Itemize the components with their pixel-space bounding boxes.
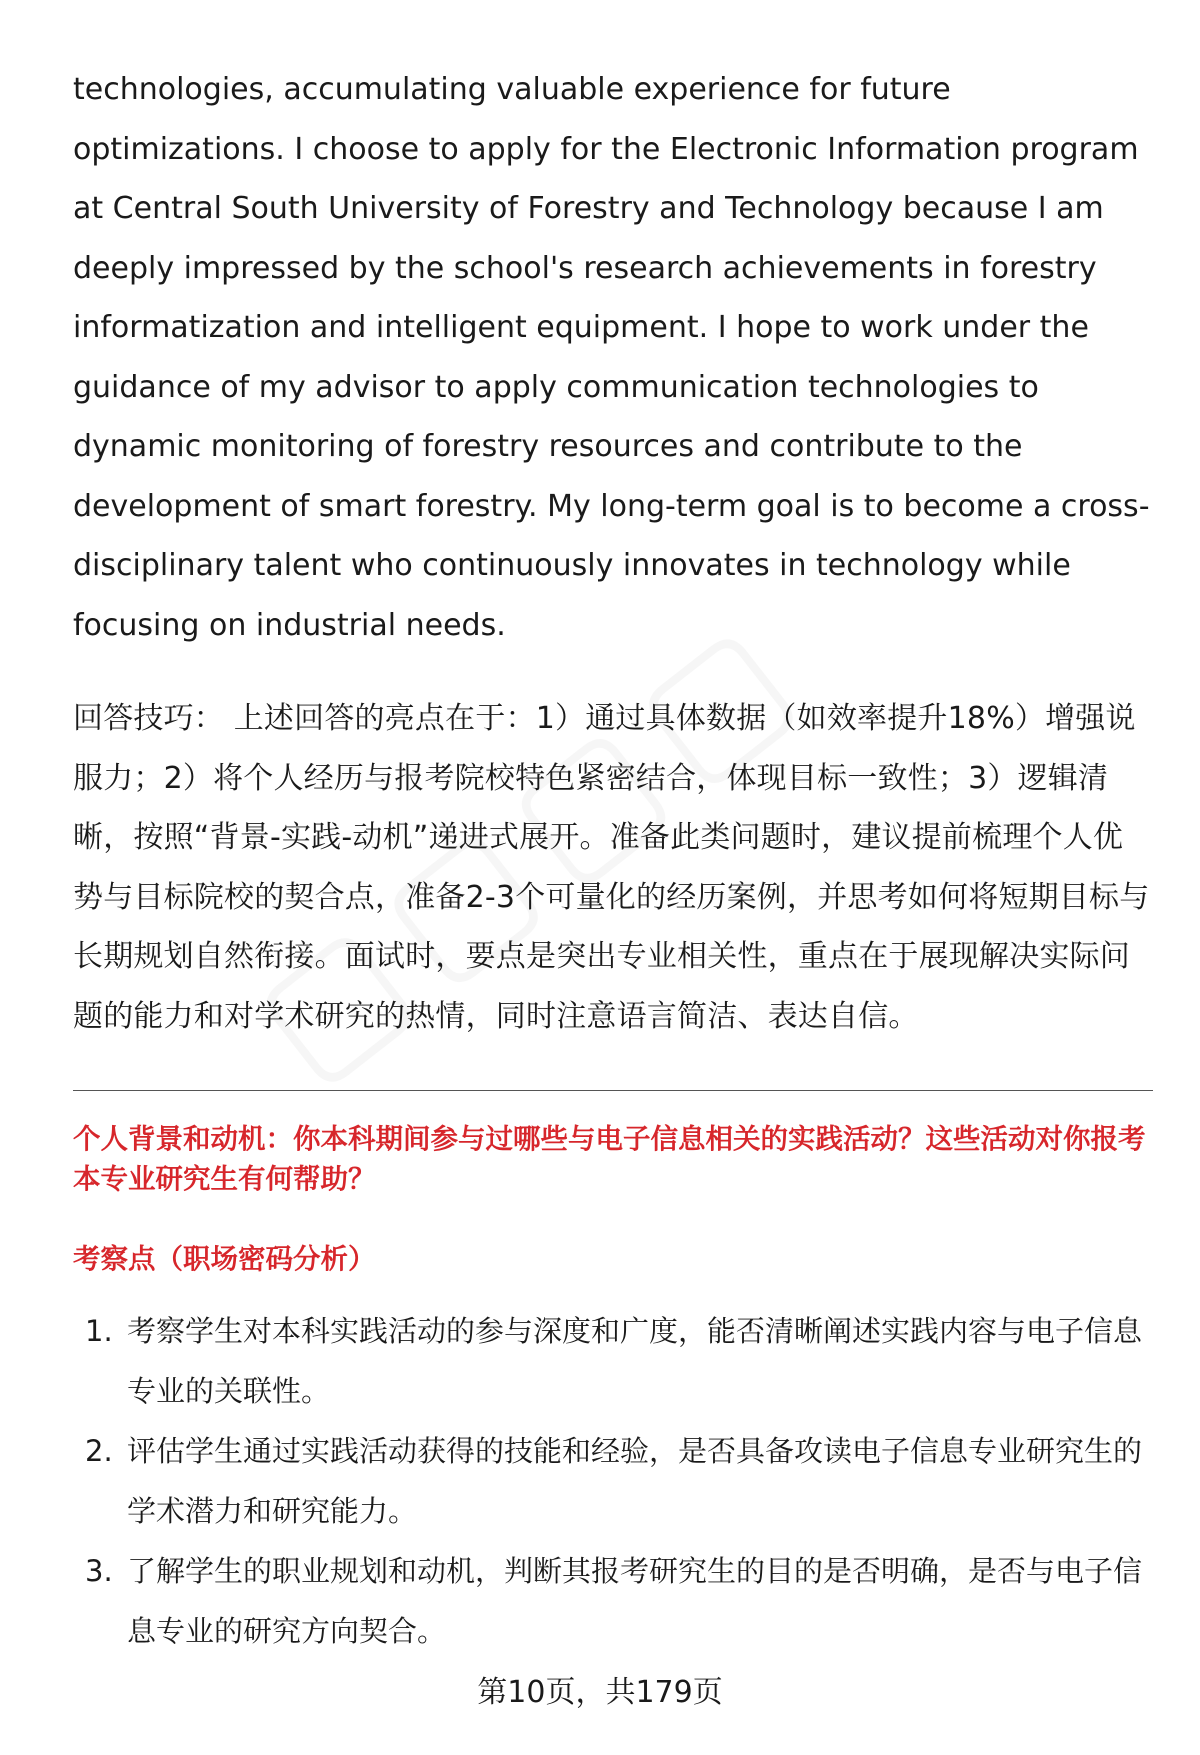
section-divider [73,1090,1153,1091]
english-answer-paragraph: technologies, accumulating valuable experience for future optimizations. I choose to apply for the Electronic Information program at Central South University of Forestry and Technology because I am deeply impressed by the school's research achievements in forestry informatization and intelligent equipment. I hope to work under the guidance of my advisor to apply communication technologies to dynamic monitoring of forestry resources and contribute to the development of smart forestry. My long-term goal is to become a cross-disciplinary talent who continuously innovates in technology while focusing on industrial needs. [73,72,1150,643]
page-number-footer: 第10页，共179页 [477,1675,723,1710]
assessment-points-heading: 考察点（职场密码分析） [73,1243,376,1275]
assessment-points-list [73,1301,1153,1661]
document-page [73,60,1153,1661]
question-heading: 个人背景和动机：你本科期间参与过哪些与电子信息相关的实践活动？这些活动对你报考本专业研究生有何帮助？ [73,1123,1146,1195]
list-item [73,1301,1153,1421]
list-item-text: 了解学生的职业规划和动机，判断其报考研究生的目的是否明确，是否与电子信息专业的研究方向契合。 [127,1554,1143,1648]
list-item [73,1421,1153,1541]
list-item-number: 3. [85,1554,113,1588]
answer-tips-paragraph: 回答技巧： 上述回答的亮点在于：1）通过具体数据（如效率提升18%）增强说服力；2）将个人经历与报考院校特色紧密结合，体现目标一致性；3）逻辑清晰，按照“背景-实践-动机”递进式展开。准备此类问题时，建议提前梳理个人优势与目标院校的契合点，准备2-3个可量化的经历案例，并思考如何将短期目标与长期规划自然衔接。面试时，要点是突出专业相关性，重点在于展现解决实际问题的能力和对学术研究的热情，同时注意语言简洁、表达自信。 [73,701,1150,1034]
list-item [73,1541,1153,1661]
list-item-text: 考察学生对本科实践活动的参与深度和广度，能否清晰阐述实践内容与电子信息专业的关联性。 [127,1314,1143,1408]
list-item-number: 2. [85,1434,113,1468]
list-item-number: 1. [85,1314,113,1348]
list-item-text: 评估学生通过实践活动获得的技能和经验，是否具备攻读电子信息专业研究生的学术潜力和研究能力。 [127,1434,1143,1528]
